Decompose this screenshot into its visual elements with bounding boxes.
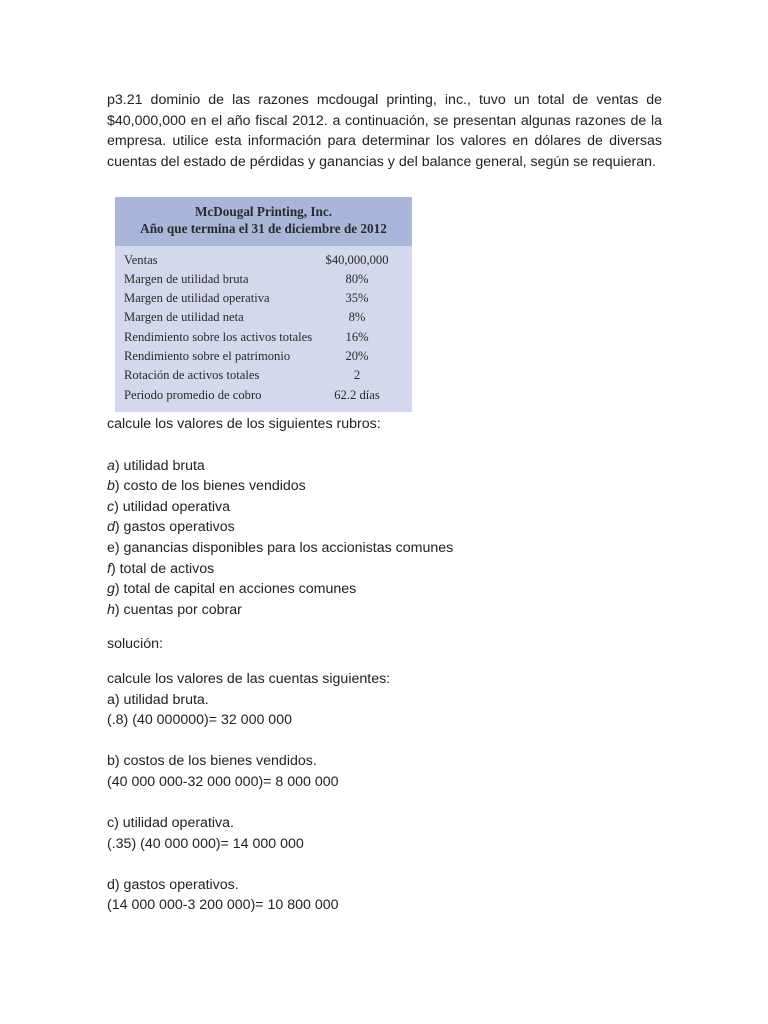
item-letter: c bbox=[107, 498, 115, 515]
item-text: ) total de activos bbox=[110, 560, 215, 577]
item-letter: g bbox=[107, 581, 115, 598]
solution-calc: (.8) (40 000000)= 32 000 000 bbox=[107, 712, 292, 729]
item-text: ) gastos operativos bbox=[114, 519, 235, 536]
solution-calc: (40 000 000-32 000 000)= 8 000 000 bbox=[107, 773, 339, 790]
item-text: ) cuentas por cobrar bbox=[114, 601, 242, 618]
item-text: ) utilidad operativa bbox=[114, 498, 231, 515]
table-row bbox=[115, 385, 412, 404]
solution-calc: (.35) (40 000 000)= 14 000 000 bbox=[107, 835, 304, 852]
row-label: Rendimiento sobre el patrimonio bbox=[124, 349, 291, 363]
row-value: 80% bbox=[345, 271, 369, 286]
solution-block bbox=[107, 875, 662, 916]
item-text: ) ganancias disponibles para los accionistas comunes bbox=[114, 539, 454, 556]
row-value: 35% bbox=[345, 291, 369, 306]
list-item bbox=[107, 517, 662, 538]
list-item bbox=[107, 579, 662, 600]
list-item bbox=[107, 456, 662, 477]
row-value: 8% bbox=[348, 310, 366, 325]
row-label: Margen de utilidad operativa bbox=[124, 291, 270, 306]
row-label: Margen de utilidad neta bbox=[124, 310, 244, 325]
row-value: 2 bbox=[353, 368, 361, 383]
row-value: 16% bbox=[345, 329, 369, 344]
item-letter: e bbox=[107, 539, 115, 556]
document-page bbox=[107, 90, 662, 916]
table-row bbox=[115, 270, 412, 289]
table-title: McDougal Printing, Inc. bbox=[194, 204, 332, 220]
solution-label: solución: bbox=[107, 636, 163, 653]
table-subtitle: Año que termina el 31 de diciembre de 2012 bbox=[140, 221, 387, 237]
list-item bbox=[107, 476, 662, 497]
list-item bbox=[107, 497, 662, 518]
row-label: Rendimiento sobre los activos totales bbox=[124, 329, 313, 344]
table-row bbox=[115, 347, 412, 366]
solution-intro: calcule los valores de las cuentas siguientes: bbox=[107, 670, 391, 687]
item-letter: f bbox=[107, 560, 111, 577]
solution-block bbox=[107, 813, 662, 854]
intro-paragraph: p3.21 dominio de las razones mcdougal printing, inc., tuvo un total de ventas de $40,000,000 en el año fiscal 2012. a continuación, se presentan algunas razones de la empresa. utilice esta información para determinar los valores en dólares de diversas cuentas del estado de pérdidas y ganancias y del balance general, según se requieran. bbox=[107, 92, 662, 170]
row-label: Periodo promedio de cobro bbox=[124, 387, 262, 402]
table-row bbox=[115, 366, 412, 385]
item-letter: h bbox=[107, 601, 115, 618]
items-list bbox=[107, 456, 662, 621]
item-letter: a bbox=[107, 457, 115, 474]
solution-calc: (14 000 000-3 200 000)= 10 800 000 bbox=[107, 897, 339, 914]
table-row bbox=[115, 250, 412, 269]
solution-title: c) utilidad operativa. bbox=[107, 815, 234, 832]
solution-title: a) utilidad bruta. bbox=[107, 691, 209, 708]
table-row bbox=[115, 308, 412, 327]
item-text: ) total de capital en acciones comunes bbox=[114, 581, 357, 598]
row-value: 62.2 días bbox=[334, 387, 380, 402]
solution-title: d) gastos operativos. bbox=[107, 876, 239, 893]
item-text: ) utilidad bruta bbox=[114, 457, 205, 474]
item-letter: d bbox=[107, 519, 115, 536]
table-row bbox=[115, 328, 412, 347]
prompt-text: calcule los valores de los siguientes rubros: bbox=[107, 416, 381, 433]
row-value: 20% bbox=[345, 349, 369, 363]
list-item bbox=[107, 538, 662, 559]
row-value: $40,000,000 bbox=[325, 252, 389, 267]
row-label: Ventas bbox=[124, 252, 158, 267]
solution-block bbox=[107, 751, 662, 792]
row-label: Rotación de activos totales bbox=[124, 368, 260, 383]
table-row bbox=[115, 289, 412, 308]
solution-title: b) costos de los bienes vendidos. bbox=[107, 753, 317, 770]
item-letter: b bbox=[107, 478, 115, 495]
row-label: Margen de utilidad bruta bbox=[124, 271, 249, 286]
item-text: ) costo de los bienes vendidos bbox=[114, 478, 306, 495]
solution-block bbox=[107, 690, 662, 731]
list-item bbox=[107, 600, 662, 621]
table-body bbox=[115, 246, 412, 404]
table-header bbox=[115, 197, 412, 246]
list-item bbox=[107, 559, 662, 580]
ratios-table bbox=[115, 197, 412, 412]
